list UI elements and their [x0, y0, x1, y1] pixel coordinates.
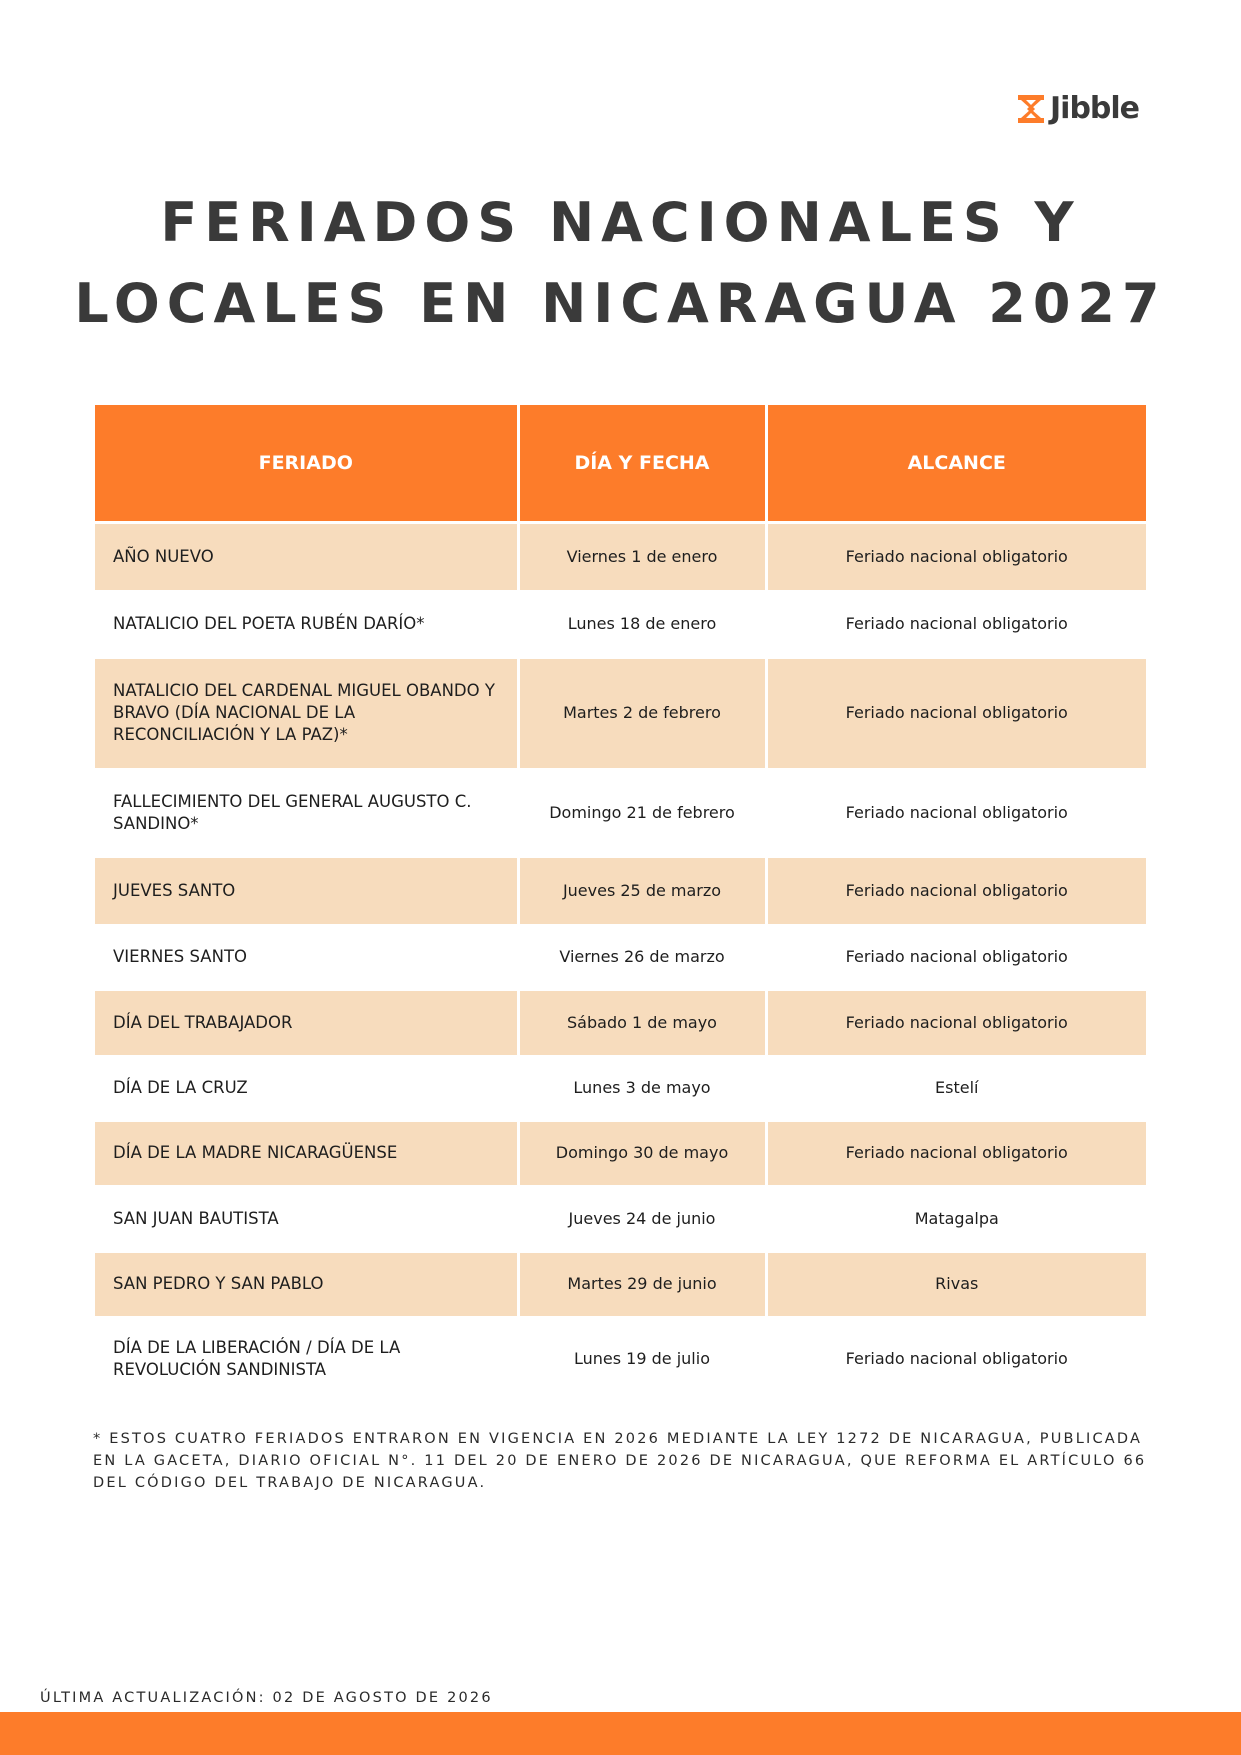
holiday-date: Martes 2 de febrero	[518, 659, 766, 768]
last-updated: ÚLTIMA ACTUALIZACIÓN: 02 DE AGOSTO DE 2026	[40, 1690, 493, 1706]
page-title	[0, 182, 1241, 344]
footnote: * ESTOS CUATRO FERIADOS ENTRARON EN VIGENCIA EN 2026 MEDIANTE LA LEY 1272 DE NICARAGUA, PUBLICADA EN LA GACETA, DIARIO OFICIAL N°. 11 DEL 20 DE ENERO DE 2026 DE NICARAGUA, QUE REFORMA EL ARTÍCULO 66 DEL CÓDIGO DEL TRABAJO DE NICARAGUA.	[93, 1431, 1147, 1491]
holiday-date: Domingo 30 de mayo	[518, 1122, 766, 1185]
table-row	[95, 1253, 1146, 1316]
holiday-name: JUEVES SANTO	[95, 858, 518, 924]
holidays-table-container	[95, 405, 1146, 1403]
table-row	[95, 1185, 1146, 1253]
holiday-date: Lunes 19 de julio	[518, 1316, 766, 1403]
holiday-name: NATALICIO DEL POETA RUBÉN DARÍO*	[95, 590, 518, 659]
table-header-row	[95, 405, 1146, 523]
holiday-date: Domingo 21 de febrero	[518, 768, 766, 858]
table-row	[95, 991, 1146, 1055]
holiday-scope: Feriado nacional obligatorio	[845, 802, 1068, 822]
header-scope: ALCANCE	[766, 405, 1146, 523]
holiday-name: DÍA DE LA MADRE NICARAGÜENSE	[95, 1122, 518, 1185]
table-row	[95, 1316, 1146, 1403]
holiday-name: SAN JUAN BAUTISTA	[95, 1185, 518, 1253]
holiday-name: VIERNES SANTO	[95, 924, 518, 991]
holiday-scope: Feriado nacional obligatorio	[766, 659, 1146, 768]
holiday-scope: Feriado nacional obligatorio	[766, 523, 1146, 590]
holiday-name: FALLECIMIENTO DEL GENERAL AUGUSTO C. SANDINO*	[95, 768, 518, 858]
hourglass-icon	[1018, 95, 1044, 123]
holiday-name: DÍA DE LA LIBERACIÓN / DÍA DE LA REVOLUCIÓN SANDINISTA	[95, 1316, 518, 1403]
holiday-date: Viernes 1 de enero	[518, 523, 766, 590]
holiday-scope: Feriado nacional obligatorio	[766, 858, 1146, 924]
holiday-scope: Estelí	[935, 1078, 979, 1097]
holiday-date: Lunes 3 de mayo	[518, 1055, 766, 1122]
holiday-date: Viernes 26 de marzo	[518, 924, 766, 991]
table-row	[95, 768, 1146, 858]
holiday-date: Jueves 25 de marzo	[518, 858, 766, 924]
table-row	[95, 590, 1146, 659]
header-date: DÍA Y FECHA	[518, 405, 766, 523]
holiday-scope: Feriado nacional obligatorio	[766, 991, 1146, 1055]
bottom-accent-bar	[0, 1712, 1241, 1755]
header-holiday: FERIADO	[95, 405, 518, 523]
holiday-date: Sábado 1 de mayo	[518, 991, 766, 1055]
holiday-name: AÑO NUEVO	[95, 523, 518, 590]
holiday-scope: Feriado nacional obligatorio	[845, 947, 1068, 966]
holidays-table	[95, 405, 1146, 1403]
holiday-date: Jueves 24 de junio	[518, 1185, 766, 1253]
holiday-scope: Feriado nacional obligatorio	[845, 1349, 1068, 1368]
table-row	[95, 659, 1146, 768]
holiday-date: Lunes 18 de enero	[518, 590, 766, 659]
holiday-scope: Matagalpa	[914, 1208, 999, 1228]
table-row	[95, 924, 1146, 991]
title-line-1: FERIADOS NACIONALES Y	[160, 191, 1081, 254]
table-row	[95, 858, 1146, 924]
holiday-date: Martes 29 de junio	[518, 1253, 766, 1316]
table-row	[95, 523, 1146, 590]
table-row	[95, 1122, 1146, 1185]
title-line-2: LOCALES EN NICARAGUA 2027	[74, 272, 1167, 335]
holiday-scope: Rivas	[766, 1253, 1146, 1316]
jibble-logo	[1018, 92, 1139, 126]
table-row	[95, 1055, 1146, 1122]
holiday-scope: Feriado nacional obligatorio	[845, 614, 1068, 633]
logo-text: Jibble	[1050, 91, 1140, 126]
holiday-name: DÍA DE LA CRUZ	[95, 1055, 518, 1122]
holiday-scope: Feriado nacional obligatorio	[766, 1122, 1146, 1185]
holiday-name: NATALICIO DEL CARDENAL MIGUEL OBANDO Y BRAVO (DÍA NACIONAL DE LA RECONCILIACIÓN Y LA PAZ)*	[95, 659, 518, 768]
holiday-name: SAN PEDRO Y SAN PABLO	[95, 1253, 518, 1316]
holiday-name: DÍA DEL TRABAJADOR	[95, 991, 518, 1055]
